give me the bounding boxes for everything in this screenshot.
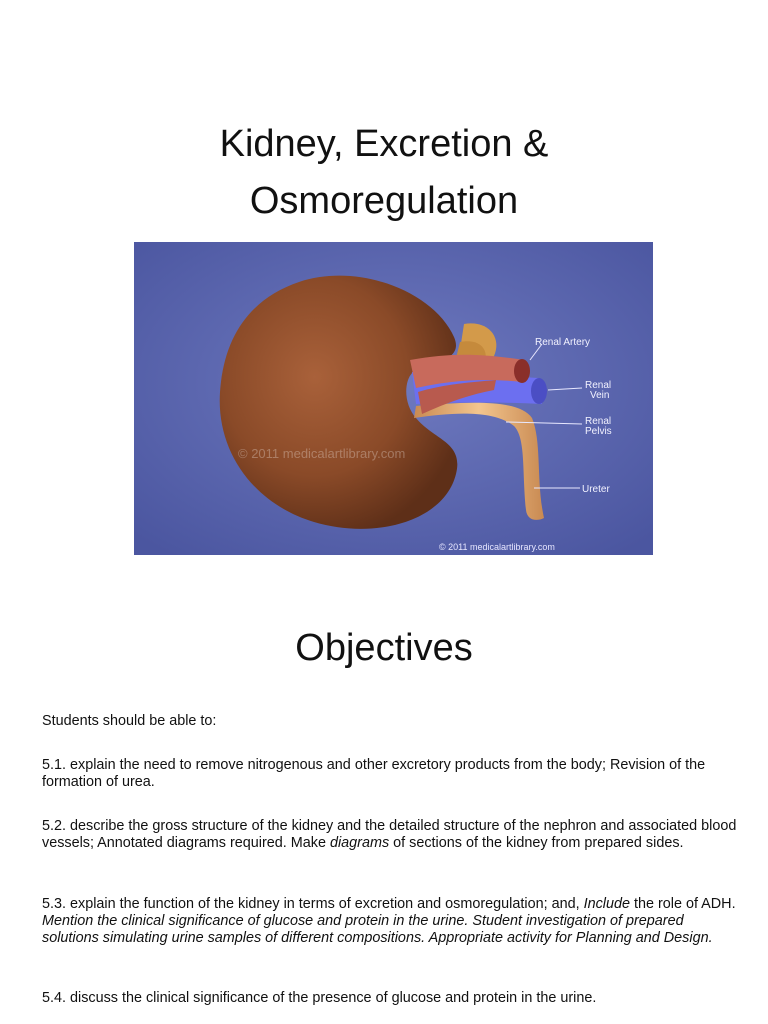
- kidney-illustration: [134, 242, 653, 555]
- objective-5-1-text: 5.1. explain the need to remove nitrogenous and other excretory products from the body; Revision of the formation of urea.: [42, 757, 706, 790]
- objective-5-3-emphasis-1: Include: [583, 896, 630, 912]
- label-ureter: Ureter: [582, 484, 610, 495]
- label-renal-pelvis-1: Renal: [585, 416, 612, 427]
- objectives-heading: Objectives: [295, 627, 473, 669]
- objective-5-2-part-a: 5.2. describe the gross structure of the kidney and the detailed structure of the nephron and associated blood vessels; Annotated diagrams required. Make: [42, 818, 737, 851]
- label-renal-artery: Renal Artery: [535, 337, 591, 348]
- label-renal-vein-1: Renal: [585, 380, 612, 391]
- objective-5-1: [42, 757, 742, 791]
- objective-5-2-emphasis: diagrams: [329, 835, 390, 851]
- objective-5-2: [42, 818, 742, 852]
- renal-vein-opening: [531, 378, 547, 404]
- objective-5-3-part-a: 5.3. explain the function of the kidney in terms of excretion and osmoregulation; and,: [42, 896, 584, 912]
- objective-5-3-part-b: the role of ADH.: [629, 896, 736, 912]
- objective-5-4: [42, 990, 742, 1007]
- label-renal-vein-2: Vein: [590, 390, 610, 401]
- credit-text: © 2011 medicalartlibrary.com: [439, 542, 555, 552]
- objective-5-3-emphasis-2: Mention the clinical significance of glucose and protein in the urine. Student investigation of prepared solutions simulating urine samples of different compositions. Appropriate activity for Planning and Design.: [42, 913, 713, 946]
- kidney-figure: [134, 242, 653, 555]
- renal-artery-opening: [514, 359, 530, 383]
- title-line-1: Kidney, Excretion &: [219, 123, 549, 165]
- page-title: [0, 116, 768, 230]
- objective-5-3-text: [42, 896, 742, 947]
- objectives-intro: [42, 713, 742, 730]
- title-line-2: Osmoregulation: [249, 180, 519, 222]
- objective-5-2-text: [42, 818, 742, 852]
- watermark-text: © 2011 medicalartlibrary.com: [238, 446, 406, 461]
- objective-5-2-part-b: of sections of the kidney from prepared sides.: [389, 835, 684, 851]
- objective-5-4-text: 5.4. discuss the clinical significance of the presence of glucose and protein in the urine.: [42, 990, 597, 1006]
- intro-text: Students should be able to:: [42, 713, 217, 729]
- objective-5-3: [42, 896, 742, 947]
- label-renal-pelvis-2: Pelvis: [585, 426, 612, 437]
